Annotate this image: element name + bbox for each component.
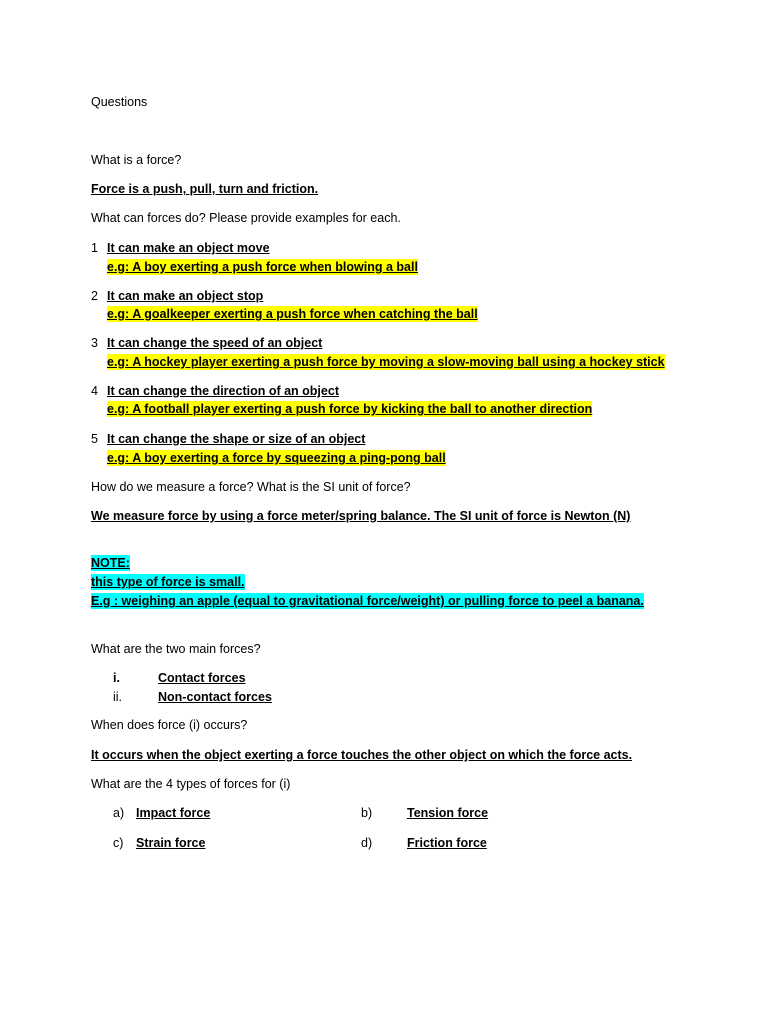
question-four-types: What are the 4 types of forces for (i) — [91, 777, 291, 791]
question-what-forces-do: What can forces do? Please provide examples for each. — [91, 211, 401, 225]
answer-measure-force: We measure force by using a force meter/spring balance. The SI unit of force is Newton (N) — [91, 509, 631, 523]
roman-numeral: ii. — [113, 690, 123, 704]
list-item-text: Tension force — [407, 806, 489, 820]
list-item-letter: a) — [113, 806, 125, 820]
list-item-text: Contact forces — [158, 671, 246, 685]
document-heading: Questions — [91, 95, 148, 109]
question-two-main-forces: What are the two main forces? — [91, 642, 261, 656]
answer-when-force-occurs: It occurs when the object exerting a force touches the other object on which the force acts. — [91, 748, 633, 762]
question-measure-force: How do we measure a force? What is the SI unit of force? — [91, 480, 411, 494]
question-when-force-occurs: When does force (i) occurs? — [91, 718, 248, 732]
list-item-text: Non-contact forces — [158, 690, 272, 704]
roman-numeral: i. — [113, 671, 120, 685]
list-item-text: Friction force — [407, 836, 487, 850]
list-item-example: e.g: A boy exerting a force by squeezing a ping-pong ball — [107, 451, 446, 465]
list-item-letter: c) — [113, 836, 124, 850]
list-item-letter: d) — [361, 836, 373, 850]
list-item-number: 3 — [91, 336, 98, 350]
list-item-text: It can change the shape or size of an object — [107, 432, 366, 446]
answer-what-is-force: Force is a push, pull, turn and friction. — [91, 182, 319, 196]
note-title: NOTE: — [91, 556, 130, 570]
list-item-number: 2 — [91, 289, 98, 303]
list-item-text: Strain force — [136, 836, 206, 850]
question-what-is-force: What is a force? — [91, 153, 182, 167]
list-item-example: e.g: A football player exerting a push force by kicking the ball to another direction — [107, 402, 593, 416]
note-line-2: E.g : weighing an apple (equal to gravitational force/weight) or pulling force to peel a banana. — [91, 594, 644, 608]
list-item-letter: b) — [361, 806, 373, 820]
list-item-number: 5 — [91, 432, 98, 446]
list-item-example: e.g: A goalkeeper exerting a push force when catching the ball — [107, 307, 478, 321]
list-item-number: 1 — [91, 241, 98, 255]
list-item-example: e.g: A boy exerting a push force when blowing a ball — [107, 260, 418, 274]
list-item-text: It can change the speed of an object — [107, 336, 323, 350]
list-item-text: Impact force — [136, 806, 211, 820]
list-item-example: e.g: A hockey player exerting a push force by moving a slow-moving ball using a hockey stick — [107, 355, 665, 369]
list-item-text: It can change the direction of an object — [107, 384, 339, 398]
list-item-text: It can make an object stop — [107, 289, 264, 303]
list-item-text: It can make an object move — [107, 241, 270, 255]
note-line-1: this type of force is small. — [91, 575, 245, 589]
list-item-number: 4 — [91, 384, 98, 398]
